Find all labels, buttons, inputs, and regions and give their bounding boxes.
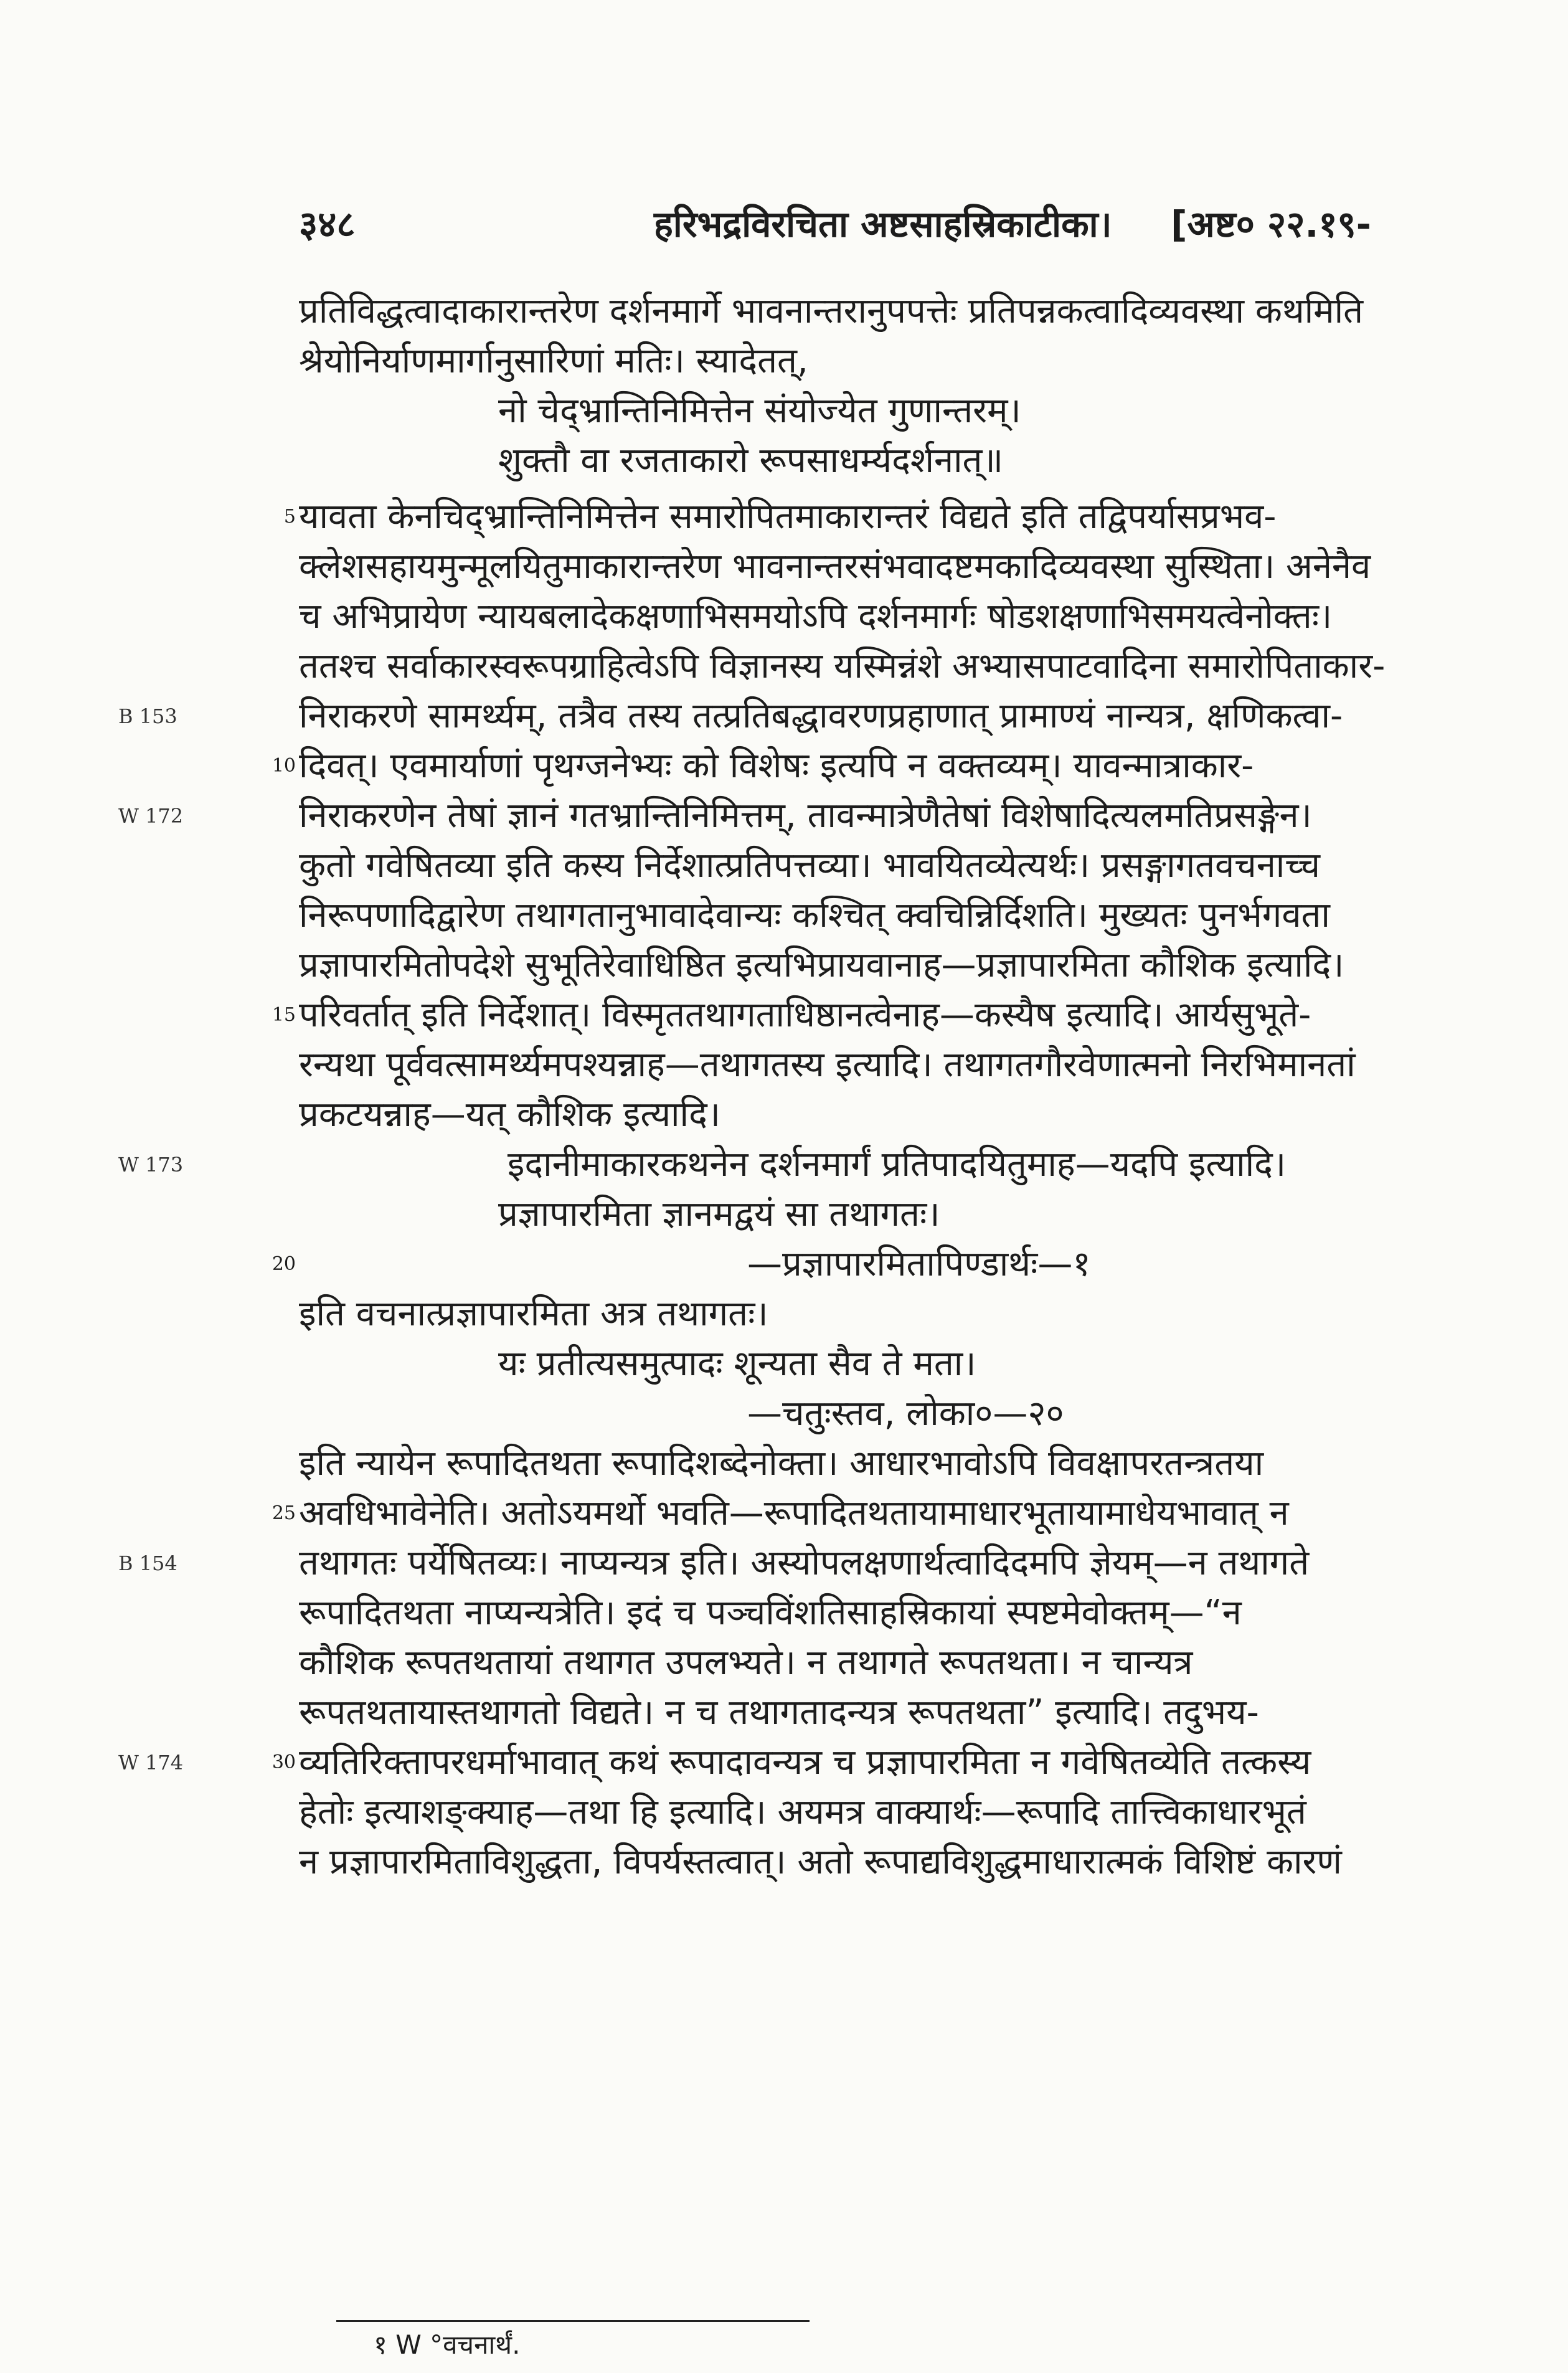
text-line: न प्रज्ञापारमिताविशुद्धता, विपर्यस्तत्वात्। अतो रूपाद्यविशुद्धमाधारात्मकं विशिष्टं कारणं <box>299 1842 1342 1882</box>
margin-note: W 172 <box>118 804 184 828</box>
verse-line: यः प्रतीत्यसमुत्पादः शून्यता सैव ते मता। <box>498 1343 976 1384</box>
verse-line: नो चेद्भ्रान्तिनिमित्तेन संयोज्येत गुणान्तरम्। <box>498 391 1021 431</box>
line-number: 5 <box>283 506 296 528</box>
text-line: कुतो गवेषितव्या इति कस्य निर्देशात्प्रतिपत्तव्या। भावयितव्येत्यर्थः। प्रसङ्गागतवचनाच्च <box>299 845 1320 886</box>
text-line: दिवत्। एवमार्याणां पृथग्जनेभ्यः को विशेषः इत्यपि न वक्तव्यम्। यावन्मात्राकार- <box>299 746 1254 786</box>
section-reference: [अष्ट० २२.१९- <box>1171 203 1371 245</box>
text-line: श्रेयोनिर्याणमार्गानुसारिणां मतिः। स्यादेतत्, <box>299 341 808 381</box>
verse-source: —चतुःस्तव, लोका०—२० <box>747 1393 1064 1434</box>
line-number: 30 <box>272 1751 296 1773</box>
text-line: यावता केनचिद्भ्रान्तिनिमित्तेन समारोपितमाकारान्तरं विद्यते इति तद्विपर्यासप्रभव- <box>299 496 1277 537</box>
text-line: क्लेशसहायमुन्मूलयितुमाकारान्तरेण भावनान्तरसंभवादष्टमकादिव्यवस्था सुस्थिता। अनेनैव <box>299 546 1371 587</box>
text-line: इति न्यायेन रूपादितथता रूपादिशब्देनोक्ता। आधारभावोऽपि विवक्षापरतन्त्रतया <box>299 1443 1264 1484</box>
text-line: प्रकटयन्नाह—यत् कौशिक इत्यादि। <box>299 1094 721 1135</box>
text-line: ततश्च सर्वाकारस्वरूपग्राहित्वेऽपि विज्ञानस्य यस्मिन्नंशे अभ्यासपाटवादिना समारोपिताकार- <box>299 646 1386 686</box>
margin-note: B 154 <box>118 1551 177 1575</box>
running-header <box>299 199 1495 249</box>
text-line: परिवर्तात् इति निर्देशात्। विस्मृततथागताधिष्ठानत्वेनाह—कस्यैष इत्यादि। आर्यसुभूते- <box>299 995 1311 1035</box>
line-number: 20 <box>272 1253 296 1275</box>
text-line: इति वचनात्प्रज्ञापारमिता अत्र तथागतः। <box>299 1294 768 1334</box>
line-number: 25 <box>272 1502 296 1524</box>
text-line: इदानीमाकारकथनेन दर्शनमार्गं प्रतिपादयितुमाह—यदपि इत्यादि। <box>507 1144 1287 1185</box>
verse-source: —प्रज्ञापारमितापिण्डार्थः—१ <box>747 1244 1091 1284</box>
footnote: १ W °वचनार्थं. <box>374 2329 521 2360</box>
text-line: निराकरणेन तेषां ज्ञानं गतभ्रान्तिनिमित्तम्, तावन्मात्रेणैतेषां विशेषादित्यलमतिप्रसङ्गेन। <box>299 795 1312 836</box>
text-line: तथागतः पर्येषितव्यः। नाप्यन्यत्र इति। अस्योपलक्षणार्थत्वादिदमपि ज्ञेयम्—न तथागते <box>299 1543 1310 1583</box>
text-line: कौशिक रूपतथतायां तथागत उपलभ्यते। न तथागते रूपतथता। न चान्यत्र <box>299 1642 1193 1683</box>
verse-line: प्रज्ञापारमिता ज्ञानमद्वयं सा तथागतः। <box>498 1194 940 1234</box>
running-title: हरिभद्रविरचिता अष्टसाहस्रिकाटीका। <box>654 203 1112 245</box>
margin-note: W 174 <box>118 1751 184 1774</box>
text-line: रूपादितथता नाप्यन्यत्रेति। इदं च पञ्चविंशतिसाहस्रिकायां स्पष्टमेवोक्तम्—“न <box>299 1593 1242 1633</box>
page-number: ३४८ <box>299 203 356 245</box>
footnote-rule <box>336 2320 810 2322</box>
text-line: प्रतिविद्धत्वादाकारान्तरेण दर्शनमार्गे भावनान्तरानुपपत्तेः प्रतिपन्नकत्वादिव्यवस्था कथमिति <box>299 291 1364 331</box>
verse-line: शुक्तौ वा रजताकारो रूपसाधर्म्यदर्शनात्॥ <box>498 440 1004 481</box>
line-number: 10 <box>272 755 296 777</box>
text-line: च अभिप्रायेण न्यायबलादेकक्षणाभिसमयोऽपि दर्शनमार्गः षोडशक्षणाभिसमयत्वेनोक्तः। <box>299 596 1333 637</box>
text-line: निरूपणादिद्वारेण तथागतानुभावादेवान्यः कश्चित् क्वचिन्निर्दिशति। मुख्यतः पुनर्भगवता <box>299 895 1330 935</box>
text-line: प्रज्ञापारमितोपदेशे सुभूतिरेवाधिष्ठित इत्यभिप्रायवानाह—प्रज्ञापारमिता कौशिक इत्यादि। <box>299 945 1344 985</box>
margin-note: B 153 <box>118 704 177 728</box>
margin-note: W 173 <box>118 1153 184 1177</box>
text-line: व्यतिरिक्तापरधर्माभावात् कथं रूपादावन्यत्र च प्रज्ञापारमिता न गवेषितव्येति तत्कस्य <box>299 1742 1311 1783</box>
line-number: 15 <box>272 1004 296 1026</box>
text-line: रन्यथा पूर्ववत्सामर्थ्यमपश्यन्नाह—तथागतस्य इत्यादि। तथागतगौरवेणात्मनो निरभिमानतां <box>299 1044 1356 1085</box>
text-line: निराकरणे सामर्थ्यम्, तत्रैव तस्य तत्प्रतिबद्धावरणप्रहाणात् प्रामाण्यं नान्यत्र, क्षणिकत्वा- <box>299 696 1343 736</box>
text-line: रूपतथतायास्तथागतो विद्यते। न च तथागतादन्यत्र रूपतथता” इत्यादि। तदुभय- <box>299 1692 1259 1733</box>
text-line: हेतोः इत्याशङ्क्याह—तथा हि इत्यादि। अयमत्र वाक्यार्थः—रूपादि तात्त्विकाधारभूतं <box>299 1792 1306 1832</box>
text-line: अवधिभावेनेति। अतोऽयमर्थो भवति—रूपादितथतायामाधारभूतायामाधेयभावात् न <box>299 1493 1289 1533</box>
